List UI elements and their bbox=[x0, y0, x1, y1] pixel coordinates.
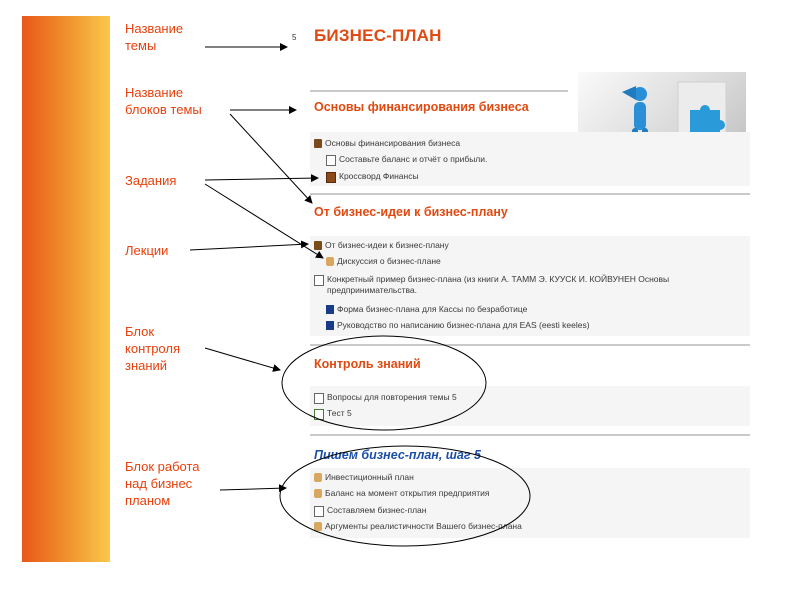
item-label: Дискуссия о бизнес-плане bbox=[337, 256, 441, 266]
block-title-idea-to-plan[interactable]: От бизнес-идеи к бизнес-плану bbox=[314, 205, 508, 219]
item-label: Основы финансирования бизнеса bbox=[325, 138, 461, 148]
item-label: Руководство по написанию бизнес-плана для EAS (eesti keeles) bbox=[337, 320, 590, 330]
block-title-knowledge-control[interactable]: Контроль знаний bbox=[314, 357, 421, 371]
annotation-topic-name-text: Название темы bbox=[125, 21, 184, 53]
topic-title: БИЗНЕС-ПЛАН bbox=[314, 26, 442, 45]
topic-number: 5 bbox=[292, 33, 297, 42]
item-label: Кроссворд Финансы bbox=[339, 171, 419, 181]
arrow-work-block bbox=[220, 488, 286, 490]
highlight-ellipse-control bbox=[282, 336, 486, 430]
annotation-lectures-text: Лекции bbox=[125, 243, 169, 258]
annotation-work-block-text: Блок работа над бизнес планом bbox=[125, 459, 200, 508]
item-label: Баланс на момент открытия предприятия bbox=[325, 488, 490, 498]
annotation-tasks-text: Задания bbox=[125, 173, 177, 188]
item-label: Аргументы реалистичности Вашего бизнес-плана bbox=[325, 521, 522, 531]
item-label: От бизнес-идеи к бизнес-плану bbox=[325, 240, 449, 250]
arrow-control-block bbox=[205, 348, 280, 370]
item-label: Форма бизнес-плана для Кассы по безработице bbox=[337, 304, 528, 314]
item-label: Тест 5 bbox=[327, 408, 352, 418]
arrow-lectures bbox=[190, 244, 308, 250]
item-label: Составляем бизнес-план bbox=[327, 505, 427, 515]
item-label: Конкретный пример бизнес-плана (из книги А. ТАММ Э. КУУСК И. КОЙВУНЕН Основы предпринимательства. bbox=[327, 274, 670, 295]
item-label: Составьте баланс и отчёт о прибыли. bbox=[339, 154, 488, 164]
block-title-writing-plan[interactable]: Пишем бизнес-план, шаг 5 bbox=[314, 448, 481, 462]
highlight-ellipse-work bbox=[280, 446, 530, 546]
item-label: Инвестиционный план bbox=[325, 472, 414, 482]
annotation-control-block-text: Блок контроля знаний bbox=[125, 324, 180, 373]
item-label: Вопросы для повторения темы 5 bbox=[327, 392, 457, 402]
annotation-block-names-text: Название блоков темы bbox=[125, 85, 202, 117]
arrow-block-names-2 bbox=[230, 114, 312, 203]
arrow-tasks-1 bbox=[205, 178, 318, 180]
block-title-finance[interactable]: Основы финансирования бизнеса bbox=[314, 100, 529, 114]
